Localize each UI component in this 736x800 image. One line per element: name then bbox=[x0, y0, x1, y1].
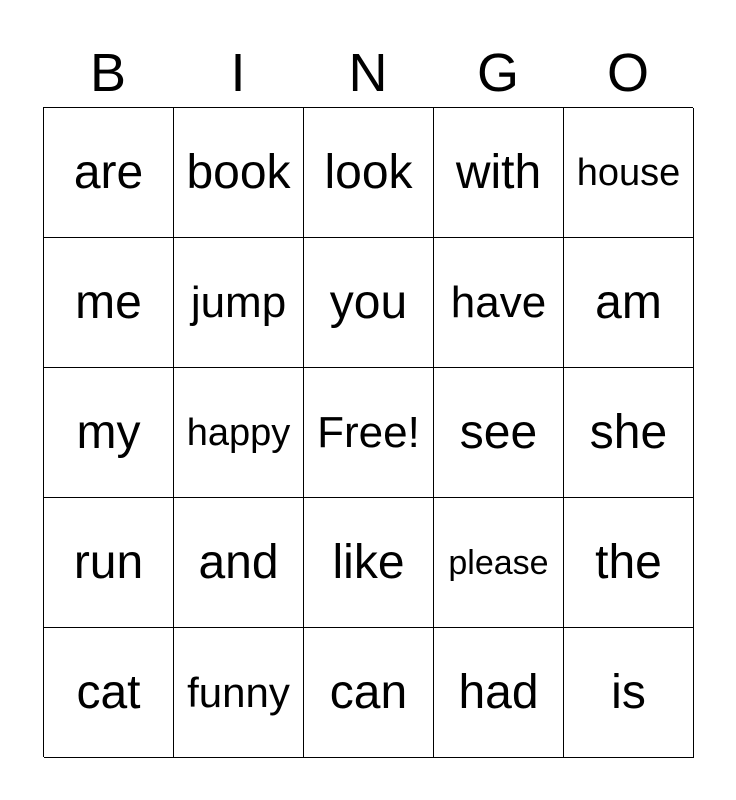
bingo-cell[interactable]: please bbox=[434, 498, 564, 628]
bingo-cell[interactable]: jump bbox=[174, 238, 304, 368]
bingo-free-cell[interactable]: Free! bbox=[304, 368, 434, 498]
header-letter-g: G bbox=[476, 43, 519, 103]
header-letter-i: I bbox=[230, 43, 246, 103]
bingo-cell[interactable]: me bbox=[44, 238, 174, 368]
bingo-cell[interactable]: see bbox=[434, 368, 564, 498]
bingo-cell[interactable]: run bbox=[44, 498, 174, 628]
bingo-cell[interactable]: cat bbox=[44, 628, 174, 758]
bingo-cell[interactable]: with bbox=[434, 108, 564, 238]
bingo-cell[interactable]: the bbox=[564, 498, 694, 628]
bingo-cell[interactable]: my bbox=[44, 368, 174, 498]
bingo-board bbox=[43, 107, 693, 757]
bingo-header bbox=[43, 38, 693, 108]
header-letter-o: O bbox=[606, 43, 649, 103]
bingo-cell[interactable]: had bbox=[434, 628, 564, 758]
bingo-cell[interactable]: you bbox=[304, 238, 434, 368]
bingo-cell[interactable]: she bbox=[564, 368, 694, 498]
bingo-cell[interactable]: happy bbox=[174, 368, 304, 498]
bingo-cell[interactable]: look bbox=[304, 108, 434, 238]
bingo-cell[interactable]: are bbox=[44, 108, 174, 238]
header-letter-n: N bbox=[348, 43, 388, 103]
bingo-cell[interactable]: funny bbox=[174, 628, 304, 758]
bingo-cell[interactable]: house bbox=[564, 108, 694, 238]
header-letter-b: B bbox=[89, 43, 127, 103]
bingo-cell[interactable]: have bbox=[434, 238, 564, 368]
bingo-cell[interactable]: book bbox=[174, 108, 304, 238]
bingo-cell[interactable]: is bbox=[564, 628, 694, 758]
bingo-cell[interactable]: and bbox=[174, 498, 304, 628]
bingo-cell[interactable]: am bbox=[564, 238, 694, 368]
bingo-cell[interactable]: like bbox=[304, 498, 434, 628]
bingo-cell[interactable]: can bbox=[304, 628, 434, 758]
